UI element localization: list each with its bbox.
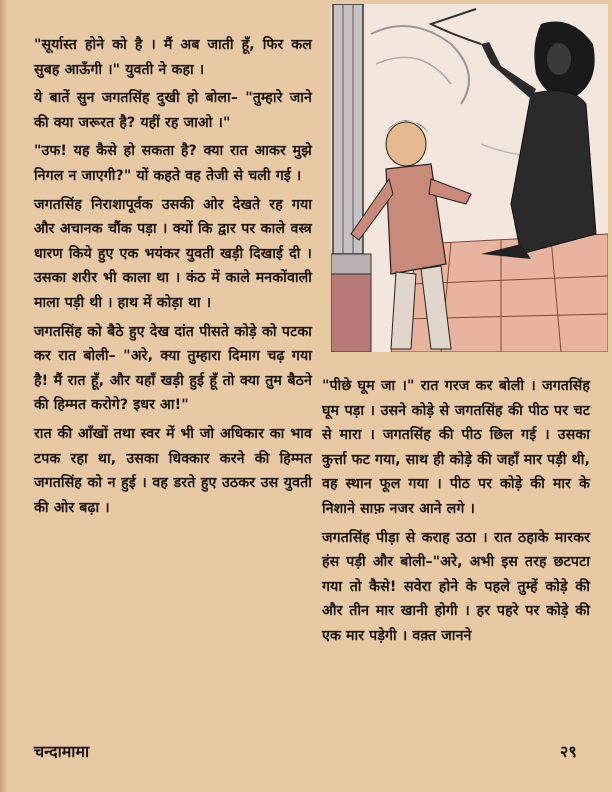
paragraph: जगतसिंह पीड़ा से कराह उठा । रात ठहाके मारकर हंस पड़ी और बोली–"अरे, अभी इस तरह छटपटा गया तो कैसे! सवेरा होने के पहले तुम्हें कोड़े की और तीन मार खानी होगी । हर पहरे पर कोड़े की एक मार पड़ेगी । वक़्त जानने	[322, 529, 590, 644]
illustration-art	[331, 4, 608, 352]
left-text-column	[34, 33, 312, 524]
right-text-column	[322, 374, 590, 653]
paragraph: ये बातें सुन जगतसिंह दुखी हो बोला– "तुम्हारे जाने की क्या जरूरत है? यहीं रह जाओ ।"	[34, 90, 312, 131]
paragraph: "पीछे घूम जा ।" रात गरज कर बोली । जगतसिंह घूम पड़ा । उसने कोड़े से जगतसिंह की पीठ पर चट से मारा । जगतसिंह की पीठ छिल गई । उसका कुर्त्ता फट गया, साथ ही कोड़े की जहाँ मार पड़ी थी, वह स्थान फूल गया । पीठ पर कोड़े की मार के निशाने साफ़ नजर आने लगे ।	[322, 378, 590, 517]
paragraph: "उफ! यह कैसे हो सकता है? क्या रात आकर मुझे निगल न जाएगी?" यों कहते वह तेजी से चली गई ।	[34, 143, 312, 184]
page-edge	[0, 0, 8, 792]
page-number: २९	[560, 742, 577, 761]
paragraph: जगतसिंह को बैठे हुए देख दांत पीसते कोड़े को पटका कर रात बोली– "अरे, क्या तुम्हारा दिमाग चढ़ गया है! मैं रात हूँ, और यहाँ खड़ी हुई हूँ तो क्या तुम बैठने की हिम्मत करोगे? इधर आ!"	[34, 323, 312, 414]
paragraph: "सूर्यास्त होने को है । मैं अब जाती हूँ, फिर कल सुबह आऊँगी ।" युवती ने कहा ।	[34, 37, 312, 78]
magazine-name: चन्दामामा	[34, 742, 90, 761]
story-illustration	[331, 4, 608, 352]
paragraph: रात की आँखों तथा स्वर में भी जो अधिकार का भाव टपक रहा था, उसका धिक्कार करने की हिम्मत जगतसिंह को न हुई । वह डरते हुए उठकर उस युवती की ओर बढ़ा ।	[34, 425, 312, 516]
paragraph: जगतसिंह निराशापूर्वक उसकी ओर देखते रह गया और अचानक चौंक पड़ा । क्यों कि द्वार पर काले वस्त्र धारण किये हुए एक भयंकर युवती खड़ी दिखाई दी । उसका शरीर भी काला था । कंठ में काले मनकोंवाली माला पड़ी थी । हाथ में कोड़ा था ।	[34, 196, 312, 311]
